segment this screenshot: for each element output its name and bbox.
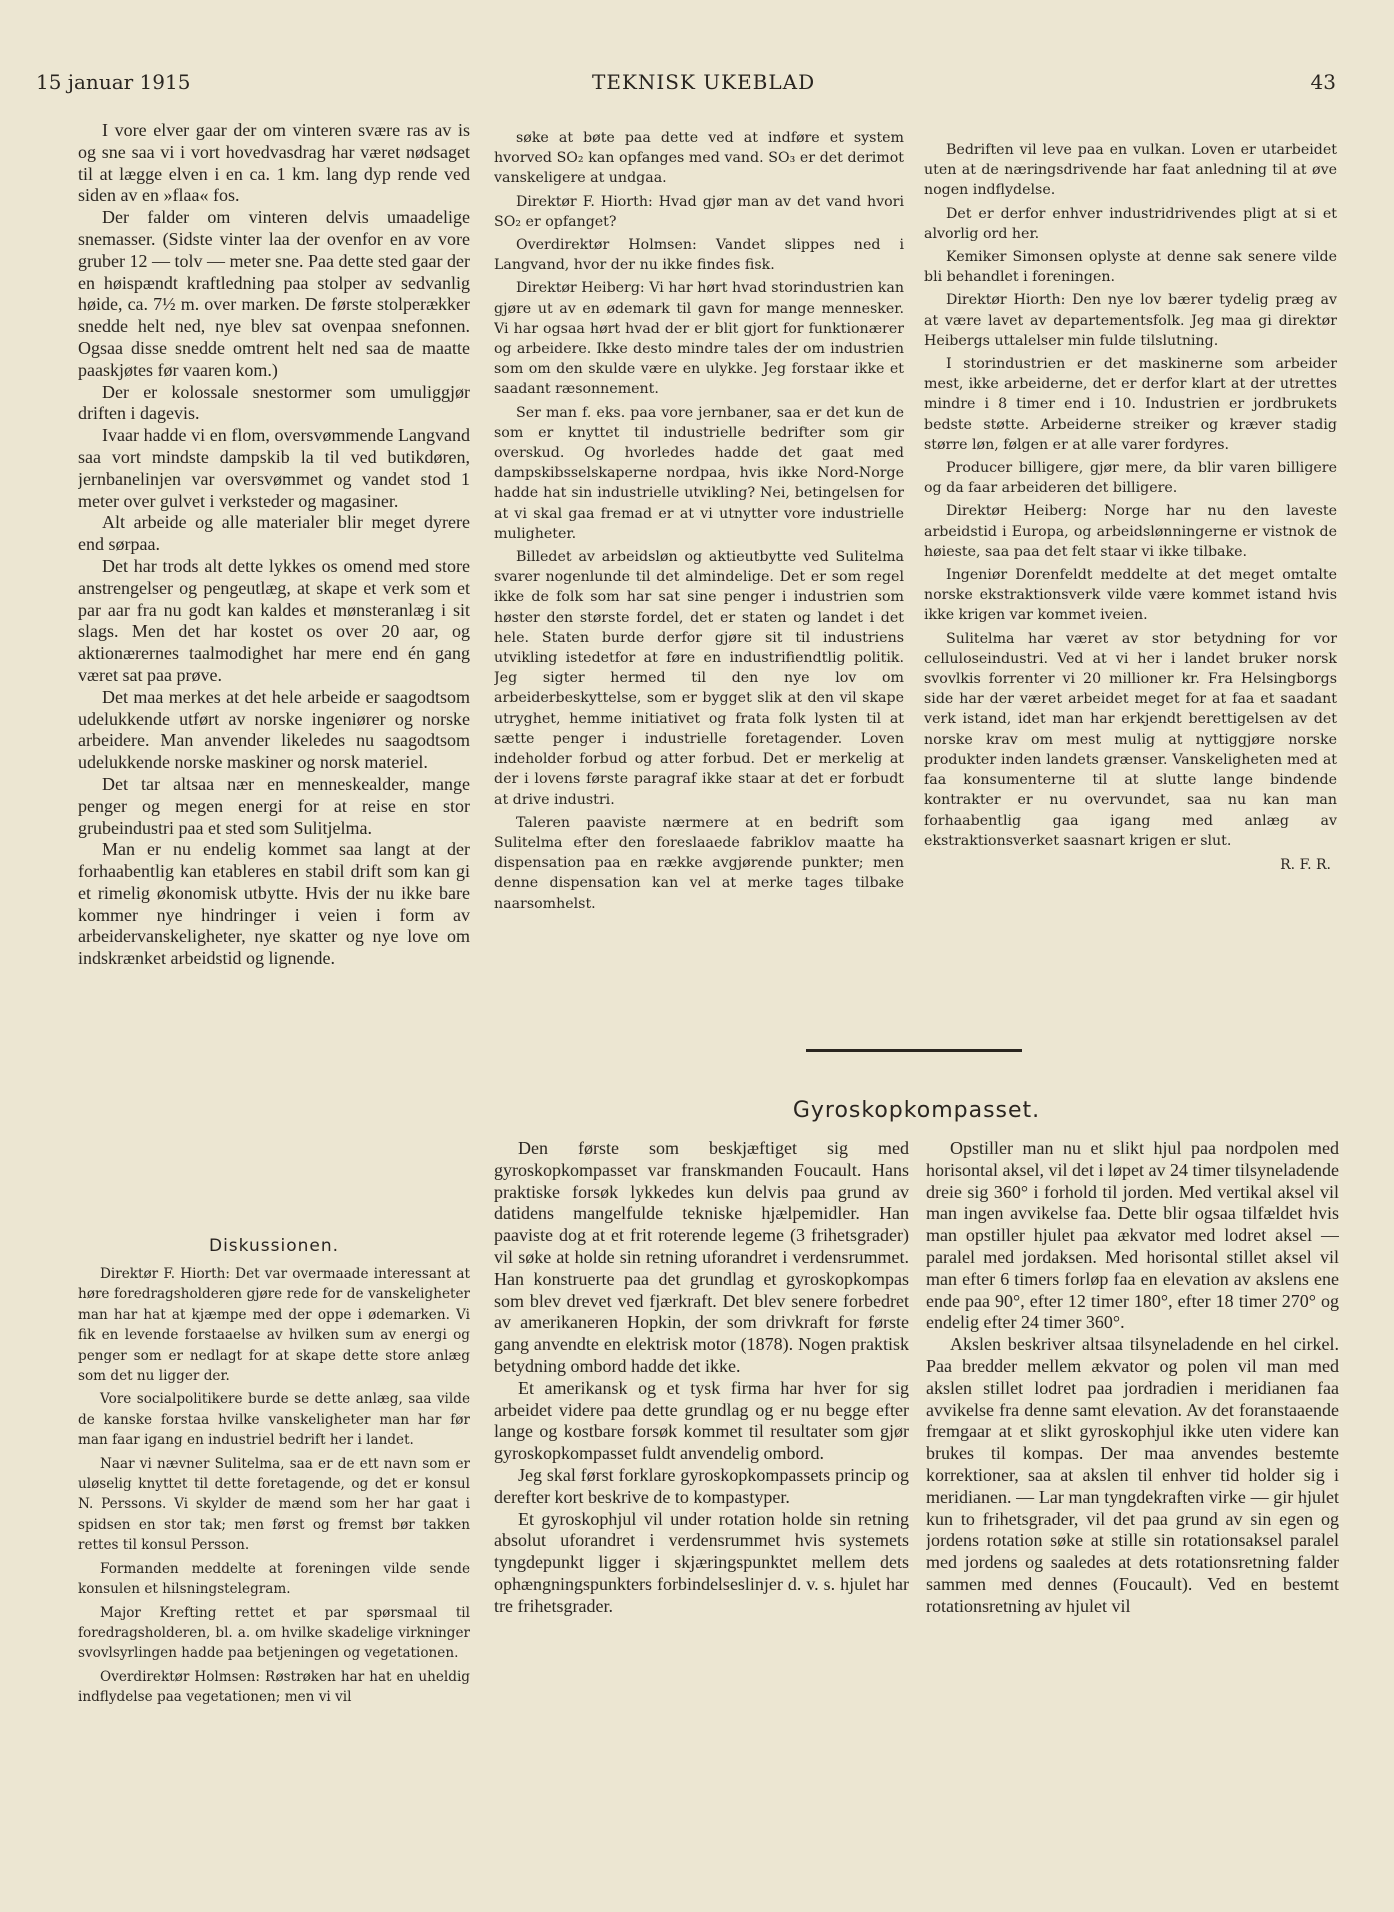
page-number: 43 bbox=[1310, 70, 1336, 94]
paragraph: Overdirektør Holmsen: Vandet slippes ned i Langvand, hvor der nu ikke findes fisk. bbox=[494, 237, 904, 274]
paragraph: Akslen beskriver altsaa tilsyneladende en hel cirkel. Paa bredder mellem ækvator og polen vil man med akslen stillet lodret paa jordradien i meridianen faa avvikelse fra denne samt elevation. Av det foranstaaende fremgaar at et slikt gyroskophjul ikke uten videre kan brukes til kompas. Der maa anvendes bestemte korrektioner, saa at akslen til enhver tid holder sig i meridianen. — Lar man tyngdekraften virke — gir hjulet kun to frihetsgrader, vil det paa grund av sin egen og jordens rotation søke at stille sin rotationsaksel paralel med jordens og saaledes at dets rotationsretning falder sammen med dennes (Foucault). Ved en bestemt rotationsretning av hjulet vil bbox=[926, 1334, 1339, 1616]
paragraph: Det tar altsaa nær en menneskealder, mange penger og megen energi for at reise en stor grubeindustri paa et sted som Sulitjelma. bbox=[78, 773, 470, 838]
author-signature: R. F. R. bbox=[1280, 856, 1331, 873]
paragraph: Vore socialpolitikere burde se dette anlæg, saa vilde de kanske forstaa hvilke vanskeligheter man har før man faar igang en industriel bedrift her i landet. bbox=[78, 1391, 470, 1449]
paragraph: Direktør F. Hiorth: Det var overmaade interessant at høre foredragsholderen gjøre rede for de vanskeligheter man har hat at kjæmpe med der oppe i ødemarken. Vi fik en levende forstaaelse av hvilken sum av energi og penger som er nedlagt for at skape dette store anlæg som det nu ligger der. bbox=[78, 1266, 470, 1385]
column-left-top bbox=[78, 120, 470, 1230]
paragraph: Det maa merkes at det hele arbeide er saagodtsom udelukkende utført av norske ingeniører og norske arbeidere. Man anvender likeledes nu saagodtsom udelukkende norske maskiner og norsk materiel. bbox=[78, 686, 470, 773]
paragraph: Billedet av arbeidsløn og aktieutbytte ved Sulitelma svarer nogenlunde til det almindelige. Det er som regel ikke de folk som har sat sine penger i industrien som høster den største fordel, det er staten og landet i det hele. Staten burde derfor gjøre sit til industriens utvikling istedetfor at føre en industrifiendtlig politik. Jeg sigter hermed til den nye lov om arbeiderbeskyttelse, som er bygget slik at den vil skape utryghet, hemme initiativet og frata folk lysten til at sætte penger i industrielle foretagender. Loven indeholder forbud og atter forbud. Det er merkelig at der i lovens første paragraf ikke staar at det er forbudt at drive industri. bbox=[494, 549, 904, 808]
paragraph: Direktør Hiorth: Den nye lov bærer tydelig præg av at være lavet av departementsfolk. Jeg maa gi direktør Heibergs uttalelser min fulde tilslutning. bbox=[924, 292, 1337, 349]
running-header bbox=[36, 70, 1336, 98]
paragraph: Ingeniør Dorenfeldt meddelte at det meget omtalte norske ekstraktionsverk vilde være kommet istand hvis ikke krigen var kommet iveien. bbox=[924, 567, 1337, 624]
paragraph: Opstiller man nu et slikt hjul paa nordpolen med horisontal aksel, vil det i løpet av 24 timer tilsyneladende dreie sig 360° i forhold til jorden. Med vertikal aksel vil man ingen avvikelse faa. Dette blir ogsaa tilfældet hvis man opstiller hjulet paa ækvator med lodret aksel — paralel med jordaksen. Med horisontal stillet aksel vil man efter 6 timers forløp faa en elevation av akslens ene ende paa 90°, efter 12 timer 180°, efter 18 timer 270° og endelig efter 24 timer 360°. bbox=[926, 1138, 1339, 1333]
column-middle-top bbox=[494, 128, 904, 1028]
discussion-heading: Diskussionen. bbox=[208, 1236, 340, 1256]
journal-title: TEKNISK UKEBLAD bbox=[592, 70, 816, 94]
paragraph: Der er kolossale snestormer som umuliggjør driften i dagevis. bbox=[78, 381, 470, 424]
paragraph: Direktør Heiberg: Vi har hørt hvad storindustrien kan gjøre ut av en ødemark til gavn for mange mennesker. Vi har ogsaa hørt hvad der er blit gjort for funktionærer og arbeidere. Ikke desto mindre tales der om industrien som om den skulde være en ulykke. Jeg forstaar ikke et saadant ræsonnement. bbox=[494, 280, 904, 398]
paragraph: søke at bøte paa dette ved at indføre et system hvorved SO₂ kan opfanges med vand. SO₃ er det derimot vanskeligere at undgaa. bbox=[494, 130, 904, 187]
column-gyro-left bbox=[494, 1138, 909, 1898]
paragraph: Der falder om vinteren delvis umaadelige snemasser. (Sidste vinter laa der ovenfor en av vore gruber 12 — tolv — meter sne. Paa dette sted gaar der en høispændt kraftledning paa stolper av sedvanlig høide, ca. 7½ m. over marken. De første stolperækker snedde helt ned, nye blev sat ovenpaa snefonnen. Ogsaa disse snedde omtrent helt ned saa de maatte paaskjøtes før vaaren kom.) bbox=[78, 207, 470, 380]
paragraph: Det har trods alt dette lykkes os omend med store anstrengelser og pengeutlæg, at skape et verk som et par aar fra nu godt kan kaldes et mønsteranlæg i sit slags. Men det har kostet os over 20 aar, og aktionærernes taalmodighet har mere end én gang været sat paa prøve. bbox=[78, 555, 470, 685]
column-left-bottom bbox=[78, 1264, 470, 1884]
paragraph: I storindustrien er det maskinerne som arbeider mest, ikke arbeiderne, det er derfor klart at der utrettes mindre i 8 timer end i 10. Industrien er jordbrukets bedste støtte. Arbeiderne streiker og kræver stadig større løn, følgen er at alle varer fordyres. bbox=[924, 356, 1337, 453]
paragraph: Bedriften vil leve paa en vulkan. Loven er utarbeidet uten at de næringsdrivende har faat anledning til at øve nogen indflydelse. bbox=[924, 142, 1337, 199]
paragraph: Et gyroskophjul vil under rotation holde sin retning absolut uforandret i verdensrummet hvis systemets tyngdepunkt ligger i skjæringspunktet mellem dets ophængningspunkters forbindelseslinjer d. v. s. hjulet har tre frihetsgrader. bbox=[494, 1508, 909, 1616]
paragraph: Naar vi nævner Sulitelma, saa er de ett navn som er uløselig knyttet til dette foretagende, og det er konsul N. Perssons. Vi skylder de mænd som her har gaat i spidsen en stor tak; men først og fremst bør takken rettes til konsul Persson. bbox=[78, 1455, 470, 1554]
paragraph: Et amerikansk og et tysk firma har hver for sig arbeidet videre paa dette grundlag og er nu begge efter lange og kostbare forsøk kommet til resultater som gjør gyroskopkompasset fuldt anvendelig ombord. bbox=[494, 1377, 909, 1464]
paragraph: Kemiker Simonsen oplyste at denne sak senere vilde bli behandlet i foreningen. bbox=[924, 249, 1337, 286]
paragraph: Jeg skal først forklare gyroskopkompassets princip og derefter kort beskrive de to kompastyper. bbox=[494, 1464, 909, 1507]
paragraph: Man er nu endelig kommet saa langt at der forhaabentlig kan etableres en stabil drift som kan gi et rimelig økonomisk utbytte. Hvis der nu ikke bare kommer nye hindringer i veien i form av arbeidervanskeligheter, nye skatter og nye love om indskrænket arbeidstid og lignende. bbox=[78, 839, 470, 969]
article-title: Gyroskopkompasset. bbox=[792, 1098, 1041, 1123]
paragraph: Direktør F. Hiorth: Hvad gjør man av det vand hvori SO₂ er opfanget? bbox=[494, 193, 904, 230]
paragraph: I vore elver gaar der om vinteren svære ras av is og sne saa vi i vort hovedvasdrag har været nødsaget til at lægge elven i en ca. 1 km. lang dyp rende ved siden av en »flaa« fos. bbox=[78, 120, 470, 206]
paragraph: Ivaar hadde vi en flom, oversvømmende Langvand saa vort mindste dampskib la til ved butikdøren, jernbanelinjen var oversvømmet og vandet stod 1 meter over gulvet i verksteder og magasiner. bbox=[78, 425, 470, 511]
paragraph: Ser man f. eks. paa vore jernbaner, saa er det kun de som er knyttet til industrielle bedrifter som gir overskud. Og hvorledes hadde det gaat med dampskibsselskaperne nordpaa, hvis ikke Nord-Norge hadde hat sin industrielle utvikling? Nei, betingelsen for at vi skal gaa fremad er at vi utnytter vore industrielle muligheter. bbox=[494, 404, 904, 542]
paragraph: Sulitelma har været av stor betydning for vor celluloseindustri. Ved at vi her i landet bruker norsk svovlkis forrenter vi 20 millioner kr. Fra Helsingborgs side har der været arbeidet meget for at faa et saadant verk istand, idet man har erkjendt berettigelsen av det norske krav om mest mulig at nyttiggjøre norske produkter inden landets grænser. Vanskeligheten med at faa konsumenterne til at slutte lange bindende kontrakter er nu overvundet, saa nu kan man forhaabentlig gaa igang med anlæg av ekstraktionsverket saasnart krigen er slut. bbox=[924, 630, 1337, 849]
column-gyro-right bbox=[926, 1138, 1339, 1898]
paragraph: Overdirektør Holmsen: Røstrøken har hat en uheldig indflydelse paa vegetationen; men vi vil bbox=[78, 1668, 470, 1706]
column-right-top bbox=[924, 140, 1337, 1010]
paragraph: Producer billigere, gjør mere, da blir varen billigere og da faar arbeideren det billigere. bbox=[924, 460, 1337, 497]
paragraph: Den første som beskjæftiget sig med gyroskopkompasset var franskmanden Foucault. Hans praktiske forsøk lykkedes kun delvis paa grund av datidens mangelfulde tekniske hjælpemidler. Han paaviste dog at et frit roterende legeme (3 frihetsgrader) vil søke at holde sin retning uforandret i verdensrummet. Han konstruerte paa det grundlag et gyroskopkompas som blev drevet ved fjærkraft. Det blev senere forbedret av amerikaneren Hopkin, der som drivkraft for første gang anvendte en elektrisk motor (1878). Nogen praktisk betydning ombord hadde det ikke. bbox=[494, 1138, 909, 1376]
paragraph: Det er derfor enhver industridrivendes pligt at si et alvorlig ord her. bbox=[924, 205, 1337, 242]
paragraph: Direktør Heiberg: Norge har nu den laveste arbeidstid i Europa, og arbeidslønningerne er vistnok de høieste, saa paa det felt staar vi ikke tilbake. bbox=[924, 503, 1337, 560]
paragraph: Taleren paaviste nærmere at en bedrift som Sulitelma efter den foreslaaede fabriklov maatte ha dispensation paa en række avgjørende punkter; men denne dispensation kan vel at merke tages tilbake naarsomhelst. bbox=[494, 814, 904, 912]
paragraph: Major Krefting rettet et par spørsmaal til foredragsholderen, bl. a. om hvilke skadelige virkninger svovlsyrlingen hadde paa betjeningen og vegetationen. bbox=[78, 1604, 470, 1662]
paragraph: Alt arbeide og alle materialer blir meget dyrere end sørpaa. bbox=[78, 512, 470, 555]
paragraph: Formanden meddelte at foreningen vilde sende konsulen et hilsningstelegram. bbox=[78, 1560, 470, 1598]
section-divider bbox=[806, 1049, 1022, 1052]
issue-date: 15 januar 1915 bbox=[36, 70, 191, 94]
